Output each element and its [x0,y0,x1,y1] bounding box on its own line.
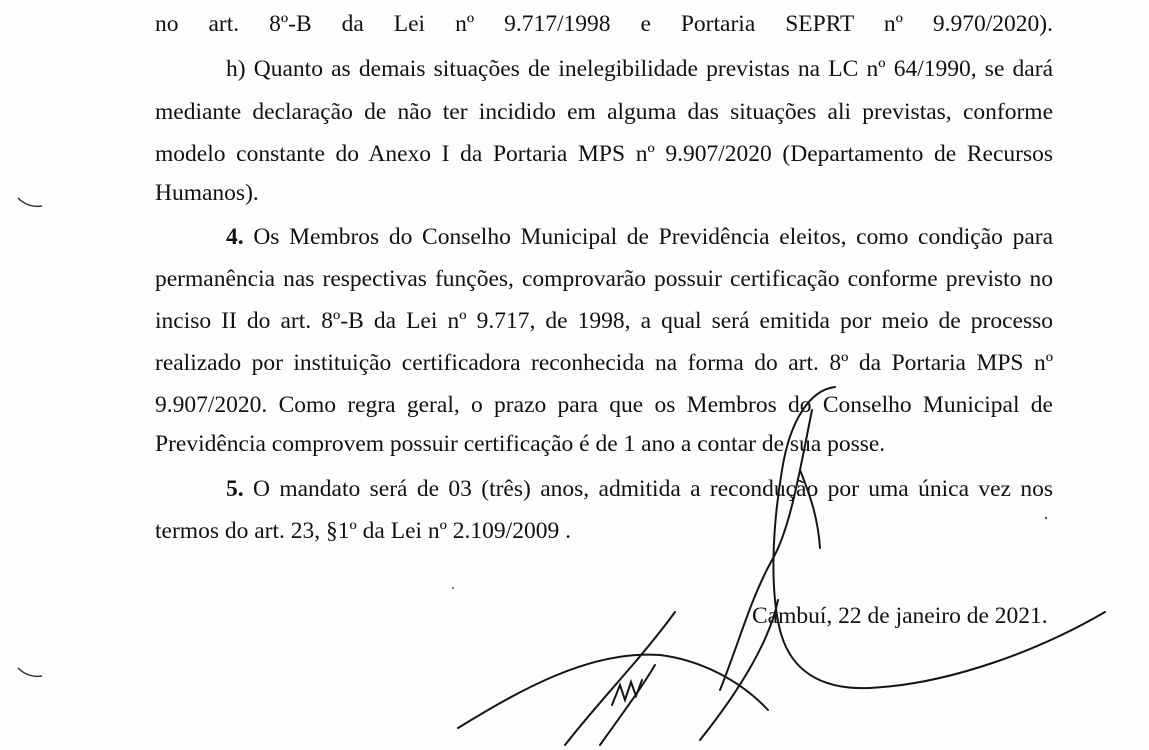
item-4-line-4: realizado por instituição certificadora reconhecida na forma do art. 8º da Portaria MPS nº [155,350,1053,376]
item-4-line-1 [226,226,1053,250]
item-5-line-2: termos do art. 23, §1º da Lei nº 2.109/2009 . [155,518,571,544]
item-4-line-6: Previdência comprovem possuir certificação é de 1 ano a contar de sua posse. [155,431,886,457]
item-4-line-5: 9.907/2020. Como regra geral, o prazo para que os Membros do Conselho Municipal de [155,392,1053,418]
place-date: Cambuí, 22 de janeiro de 2021. [752,603,1048,629]
item-5-line-1-text: O mandato será de 03 (três) anos, admitida a recondução por uma única vez nos [253,476,1053,502]
item-h-line-2: mediante declaração de não ter incidido em alguma das situações ali previstas, conforme [155,99,1053,125]
item-5-number: 5. [226,476,244,502]
item-4-line-2: permanência nas respectivas funções, comprovarão possuir certificação conforme previsto no [155,266,1053,292]
item-h-line-4: Humanos). [155,180,259,206]
item-h-line-3: modelo constante do Anexo I da Portaria MPS nº 9.907/2020 (Departamento de Recursos [155,141,1053,167]
item-4-line-3: inciso II do art. 8º-B da Lei nº 9.717, de 1998, a qual será emitida por meio de processo [155,308,1053,334]
item-4-line-1-text: Os Membros do Conselho Municipal de Previdência eleitos, como condição para [253,224,1053,250]
item-5-line-1 [226,478,1053,502]
item-h-line-1: h) Quanto as demais situações de inelegibilidade previstas na LC nº 64/1990, se dará [226,56,1053,82]
item-4-number: 4. [226,224,244,250]
text-line: no art. 8º-B da Lei nº 9.717/1998 e Portaria SEPRT nº 9.970/2020). [155,11,1053,37]
